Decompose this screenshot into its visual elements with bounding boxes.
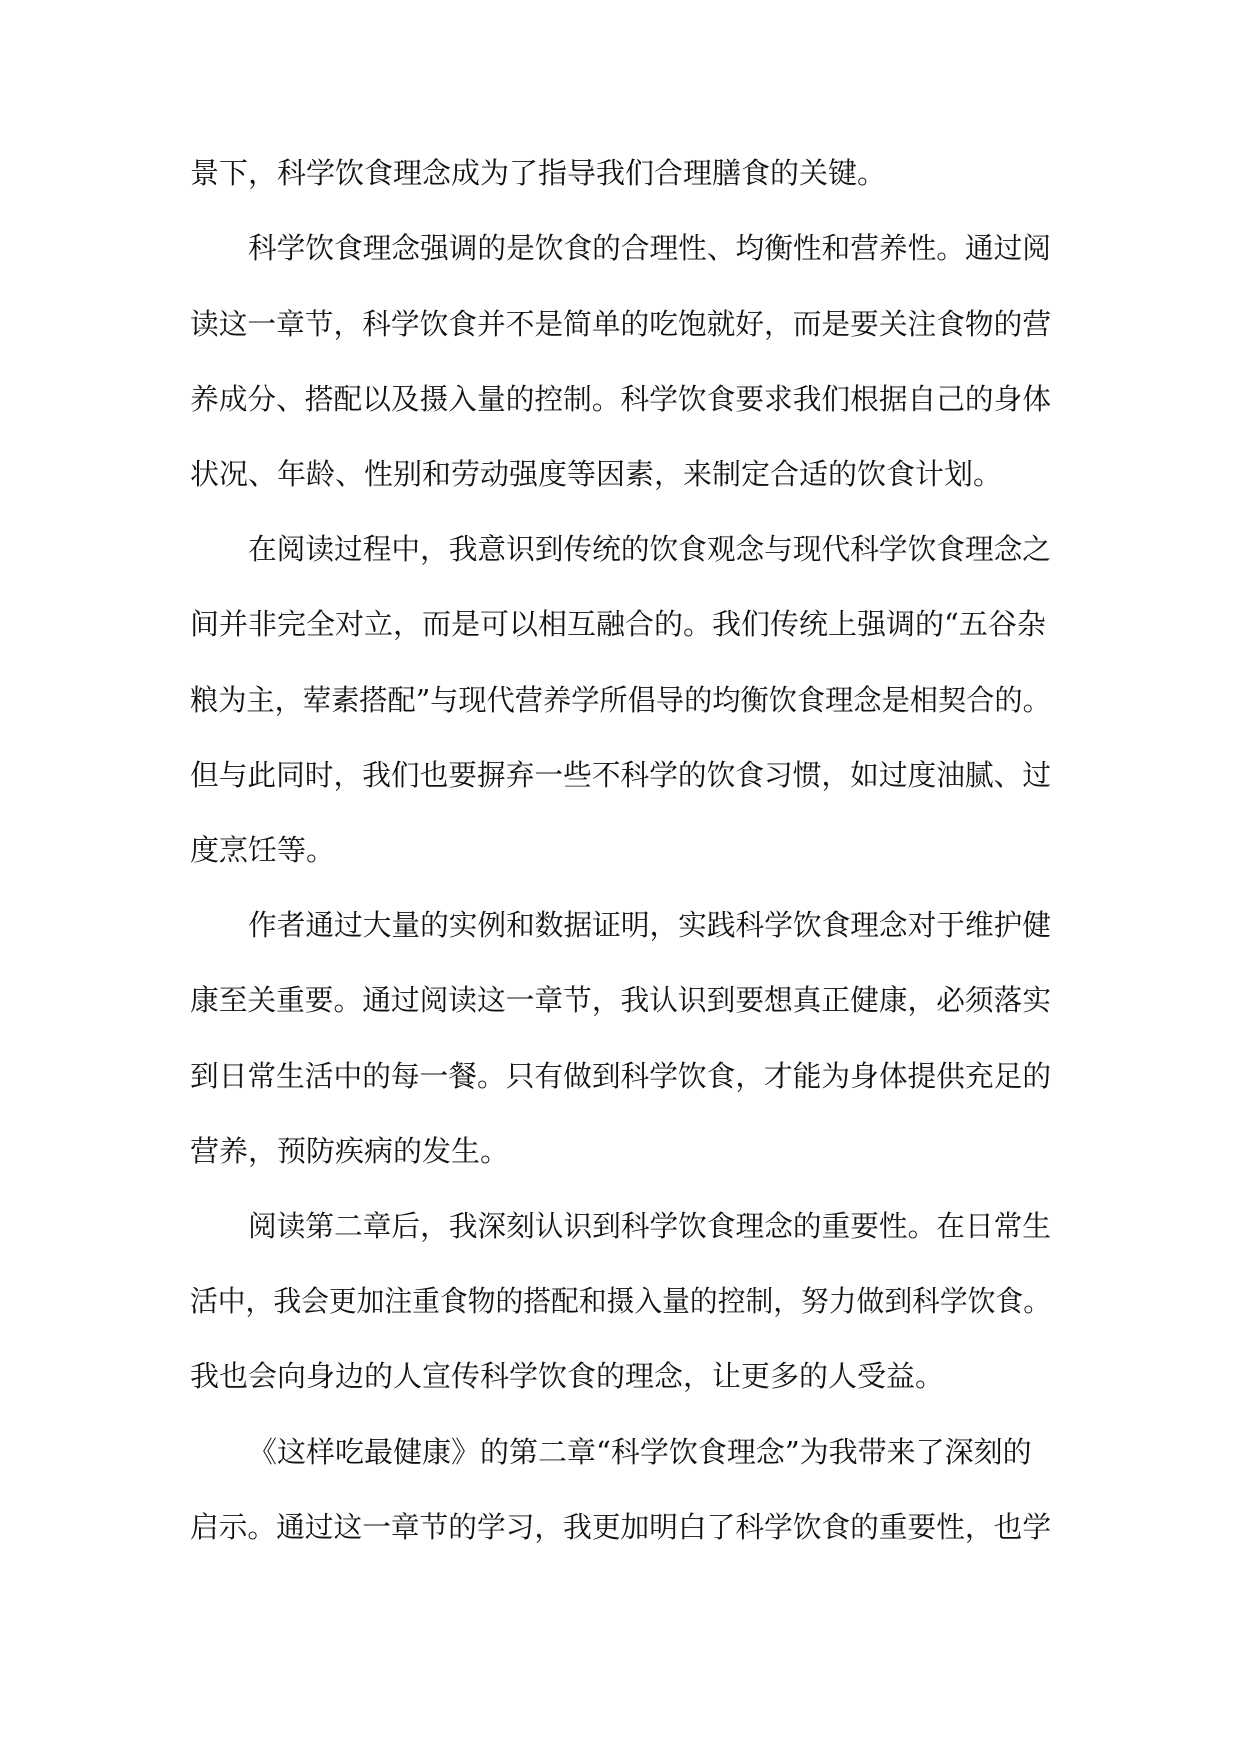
- text-line: 活中，我会更加注重食物的搭配和摄入量的控制，努力做到科学饮食。: [190, 1284, 1051, 1318]
- text-line: 康至关重要。通过阅读这一章节，我认识到要想真正健康，必须落实: [190, 983, 1052, 1017]
- text-line: 启示。通过这一章节的学习，我更加明白了科学饮食的重要性，也学: [190, 1510, 1052, 1544]
- text-line: 作者通过大量的实例和数据证明，实践科学饮食理念对于维护健: [248, 908, 1052, 942]
- text-line: 营养，预防疾病的发生。: [190, 1134, 510, 1168]
- text-line: 度烹饪等。: [190, 833, 336, 867]
- text-line: 《这样吃最健康》的第二章“科学饮食理念”为我带来了深刻的: [248, 1435, 1032, 1469]
- text-line: 在阅读过程中，我意识到传统的饮食观念与现代科学饮食理念之: [248, 532, 1052, 566]
- text-line: 状况、年龄、性别和劳动强度等因素，来制定合适的饮食计划。: [190, 457, 1003, 491]
- text-line: 养成分、搭配以及摄入量的控制。科学饮食要求我们根据自己的身体: [190, 382, 1052, 416]
- text-line: 但与此同时，我们也要摒弃一些不科学的饮食习惯，如过度油腻、过: [190, 758, 1052, 792]
- text-line: 读这一章节，科学饮食并不是简单的吃饱就好，而是要关注食物的营: [190, 307, 1052, 341]
- text-line: 到日常生活中的每一餐。只有做到科学饮食，才能为身体提供充足的: [190, 1059, 1052, 1093]
- text-line: 景下，科学饮食理念成为了指导我们合理膳食的关键。: [190, 156, 887, 190]
- text-line: 我也会向身边的人宣传科学饮食的理念，让更多的人受益。: [190, 1359, 945, 1393]
- text-line: 间并非完全对立，而是可以相互融合的。我们传统上强调的“五谷杂: [190, 607, 1046, 641]
- text-line: 科学饮食理念强调的是饮食的合理性、均衡性和营养性。通过阅: [248, 231, 1052, 265]
- text-line: 粮为主，荤素搭配”与现代营养学所倡导的均衡饮食理念是相契合的。: [190, 683, 1051, 717]
- text-line: 阅读第二章后，我深刻认识到科学饮食理念的重要性。在日常生: [248, 1209, 1052, 1243]
